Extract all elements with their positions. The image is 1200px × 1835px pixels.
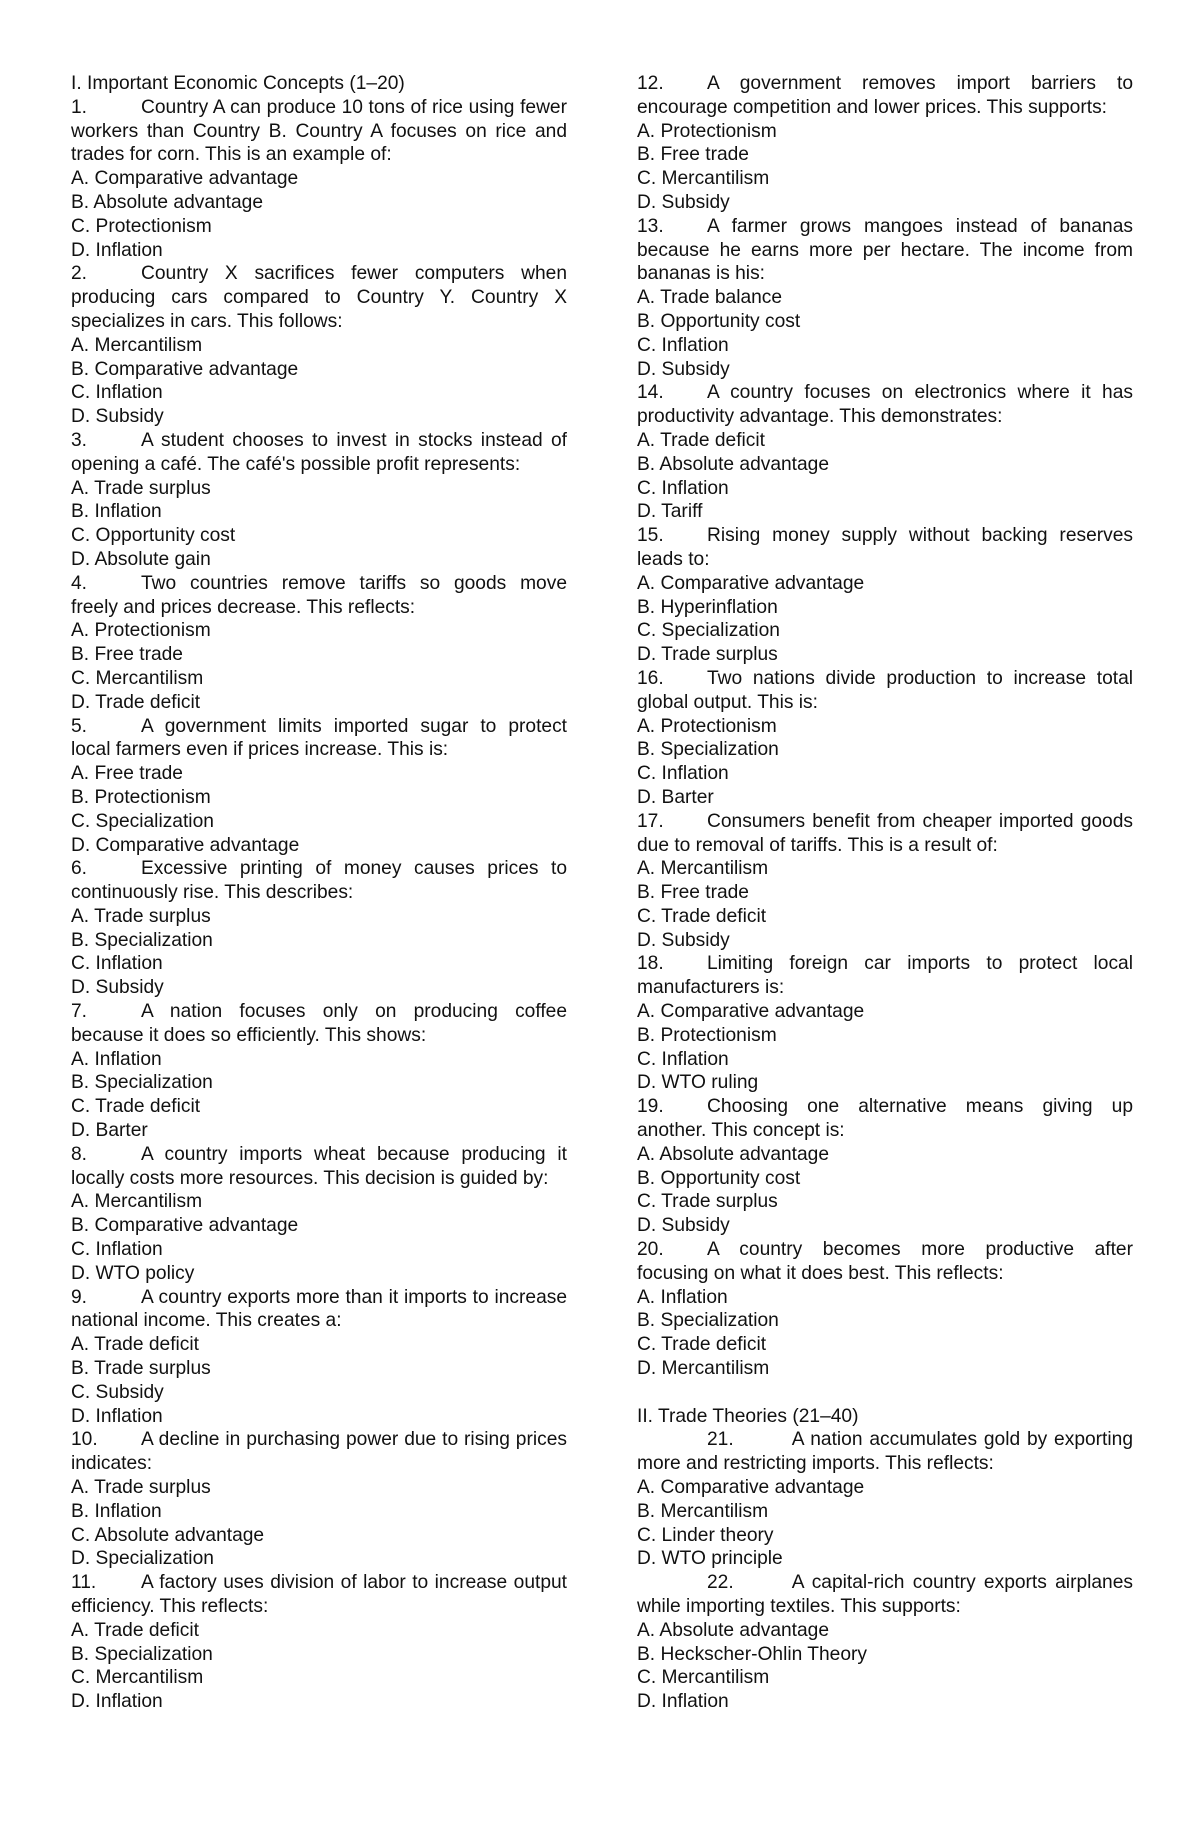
question-stem — [71, 1000, 567, 1048]
answer-option: C. Inflation — [637, 334, 729, 356]
answer-option: C. Inflation — [71, 382, 163, 404]
question-text: A nation focuses only on producing coffee because it does so efficiently. This shows: — [71, 1001, 567, 1046]
answer-option: C. Trade deficit — [637, 905, 767, 927]
answer-option: B. Mercantilism — [637, 1500, 769, 1522]
answer-option: C. Inflation — [71, 1239, 163, 1261]
question-item — [637, 1095, 1133, 1238]
question-item — [637, 1238, 1133, 1381]
question-number: 7. — [71, 1001, 88, 1023]
answer-option: A. Trade surplus — [71, 905, 211, 927]
question-stem — [637, 524, 1133, 572]
question-item — [637, 381, 1133, 524]
answer-option: B. Absolute advantage — [637, 453, 830, 475]
answer-option: A. Comparative advantage — [71, 168, 299, 190]
question-number: 8. — [71, 1143, 88, 1165]
question-stem — [637, 810, 1133, 858]
answer-option: C. Trade deficit — [637, 1334, 767, 1356]
answer-option: B. Specialization — [637, 739, 779, 761]
answer-option: A. Mercantilism — [71, 1191, 203, 1213]
answer-option: B. Opportunity cost — [637, 310, 801, 332]
right-column — [637, 72, 1133, 1714]
answer-option: D. Specialization — [71, 1548, 214, 1570]
answer-option: A. Comparative advantage — [637, 1477, 865, 1499]
answer-option: B. Trade surplus — [71, 1358, 211, 1380]
question-stem — [71, 1428, 567, 1476]
question-text: Rising money supply without backing reserves leads to: — [637, 525, 1133, 570]
answer-option: C. Inflation — [637, 763, 729, 785]
answer-option: A. Trade deficit — [71, 1619, 199, 1641]
answer-option: C. Trade deficit — [71, 1096, 201, 1118]
answer-option: C. Mercantilism — [637, 1667, 770, 1689]
question-text: A government limits imported sugar to protect local farmers even if prices increase. This is: — [71, 715, 567, 761]
question-stem — [637, 1428, 1133, 1476]
answer-option: D. WTO principle — [637, 1548, 783, 1570]
answer-option: D. Subsidy — [637, 191, 730, 213]
question-text: A government removes import barriers to encourage competition and lower prices. This supports: — [637, 73, 1133, 118]
question-text: A capital-rich country exports airplanes while importing textiles. This supports: — [637, 1572, 1133, 1617]
question-stem — [637, 667, 1133, 715]
question-number: 22. — [707, 1572, 734, 1594]
answer-option: C. Mercantilism — [71, 667, 204, 689]
question-number: 14. — [637, 382, 664, 404]
answer-option: C. Absolute advantage — [71, 1524, 265, 1546]
question-item — [71, 857, 567, 1000]
question-text: A country becomes more productive after focusing on what it does best. This reflects: — [637, 1239, 1133, 1284]
question-stem — [637, 1095, 1133, 1143]
answer-option: D. Subsidy — [71, 977, 164, 999]
answer-option: C. Inflation — [71, 953, 163, 975]
question-stem — [637, 381, 1133, 429]
question-number: 16. — [637, 667, 664, 689]
answer-option: A. Trade deficit — [637, 429, 765, 451]
question-item — [71, 1000, 567, 1143]
question-item — [71, 1428, 567, 1571]
answer-option: B. Specialization — [71, 1072, 213, 1094]
question-item — [637, 524, 1133, 667]
answer-option: B. Protectionism — [637, 1024, 777, 1046]
answer-option: A. Free trade — [71, 763, 183, 785]
answer-option: B. Comparative advantage — [71, 1215, 299, 1237]
question-text: A country imports wheat because producing it locally costs more resources. This decision is guided by: — [71, 1143, 567, 1189]
answer-option: A. Protectionism — [637, 715, 777, 737]
question-stem — [637, 1571, 1133, 1619]
question-stem — [71, 715, 567, 763]
answer-option: D. WTO ruling — [637, 1072, 759, 1094]
answer-option: A. Trade deficit — [71, 1334, 199, 1356]
question-text: Two countries remove tariffs so goods move freely and prices decrease. This reflects: — [71, 572, 567, 618]
answer-option: B. Comparative advantage — [71, 358, 299, 380]
answer-option: A. Inflation — [71, 1048, 162, 1070]
question-number: 6. — [71, 858, 88, 880]
answer-option: A. Mercantilism — [637, 858, 769, 880]
question-text: A country focuses on electronics where it has productivity advantage. This demonstrates: — [637, 382, 1133, 428]
answer-option: D. Inflation — [71, 239, 163, 261]
answer-option: D. Subsidy — [71, 406, 164, 428]
question-item — [637, 1571, 1133, 1714]
answer-option: D. Barter — [637, 786, 714, 808]
question-stem — [71, 572, 567, 620]
question-item — [71, 1286, 567, 1429]
question-item — [71, 429, 567, 572]
question-item — [71, 262, 567, 429]
left-column — [71, 72, 567, 1714]
answer-option: A. Inflation — [637, 1286, 728, 1308]
question-stem — [71, 1571, 567, 1619]
answer-option: D. Subsidy — [637, 929, 730, 951]
answer-option: B. Absolute advantage — [71, 191, 264, 213]
answer-option: D. Comparative advantage — [71, 834, 300, 856]
question-stem — [71, 262, 567, 333]
question-stem — [637, 72, 1133, 120]
question-number: 13. — [637, 215, 664, 237]
answer-option: C. Inflation — [637, 1048, 729, 1070]
answer-option: A. Absolute advantage — [637, 1619, 830, 1641]
answer-option: D. Barter — [71, 1120, 148, 1142]
answer-option: B. Free trade — [637, 144, 749, 166]
question-item — [71, 1143, 567, 1286]
answer-option: D. Subsidy — [637, 358, 730, 380]
question-item — [637, 1428, 1133, 1571]
question-number: 3. — [71, 429, 88, 451]
question-stem — [71, 1143, 567, 1191]
question-text: Choosing one alternative means giving up another. This concept is: — [637, 1096, 1133, 1142]
question-text: Consumers benefit from cheaper imported goods due to removal of tariffs. This is a result of: — [637, 810, 1133, 856]
answer-option: C. Mercantilism — [71, 1667, 204, 1689]
answer-option: B. Inflation — [71, 501, 162, 523]
section-spacer — [637, 1381, 1133, 1405]
answer-option: C. Trade surplus — [637, 1191, 778, 1213]
question-stem — [637, 215, 1133, 286]
question-number: 15. — [637, 525, 664, 547]
answer-option: B. Inflation — [71, 1500, 162, 1522]
answer-option: D. Trade surplus — [637, 644, 778, 666]
question-item — [637, 667, 1133, 810]
answer-option: C. Opportunity cost — [71, 525, 236, 547]
answer-option: C. Specialization — [71, 810, 214, 832]
question-stem — [71, 1286, 567, 1334]
answer-option: A. Comparative advantage — [637, 1001, 865, 1023]
answer-option: D. Inflation — [71, 1405, 163, 1427]
question-number: 10. — [71, 1429, 98, 1451]
question-stem — [71, 857, 567, 905]
answer-option: B. Specialization — [71, 929, 213, 951]
answer-option: D. Inflation — [71, 1691, 163, 1713]
question-number: 17. — [637, 810, 664, 832]
question-number: 2. — [71, 263, 88, 285]
question-number: 19. — [637, 1096, 664, 1118]
question-number: 1. — [71, 96, 88, 118]
answer-option: A. Trade surplus — [71, 1477, 211, 1499]
question-item — [71, 96, 567, 263]
question-text: Country X sacrifices fewer computers when producing cars compared to Country Y. Country X specializes in cars. This follows: — [71, 263, 567, 332]
question-text: Two nations divide production to increase total global output. This is: — [637, 667, 1133, 713]
question-text: Excessive printing of money causes prices to continuously rise. This describes: — [71, 858, 567, 904]
answer-option: B. Specialization — [637, 1310, 779, 1332]
question-item — [637, 952, 1133, 1095]
answer-option: A. Trade surplus — [71, 477, 211, 499]
question-number: 21. — [707, 1429, 734, 1451]
answer-option: B. Free trade — [71, 644, 183, 666]
question-item — [637, 810, 1133, 953]
question-number: 4. — [71, 572, 88, 594]
question-item — [71, 572, 567, 715]
question-text: A farmer grows mangoes instead of bananas because he earns more per hectare. The income from bananas is his: — [637, 215, 1133, 285]
question-item — [637, 215, 1133, 382]
question-stem — [637, 952, 1133, 1000]
answer-option: A. Trade balance — [637, 287, 783, 309]
answer-option: C. Mercantilism — [637, 168, 770, 190]
answer-option: B. Protectionism — [71, 786, 211, 808]
answer-option: C. Subsidy — [71, 1381, 164, 1403]
question-number: 9. — [71, 1286, 88, 1308]
answer-option: D. Mercantilism — [637, 1358, 770, 1380]
answer-option: D. Subsidy — [637, 1215, 730, 1237]
answer-option: D. WTO policy — [71, 1262, 195, 1284]
question-text: Limiting foreign car imports to protect local manufacturers is: — [637, 953, 1133, 999]
answer-option: B. Heckscher-Ohlin Theory — [637, 1643, 867, 1665]
answer-option: C. Linder theory — [637, 1524, 774, 1546]
question-number: 5. — [71, 715, 88, 737]
question-stem — [637, 1238, 1133, 1286]
answer-option: C. Specialization — [637, 620, 780, 642]
section-1-heading: I. Important Economic Concepts (1–20) — [71, 73, 405, 94]
question-number: 11. — [71, 1572, 97, 1594]
question-text: A nation accumulates gold by exporting more and restricting imports. This reflects: — [637, 1429, 1133, 1475]
question-number: 18. — [637, 953, 664, 975]
answer-option: A. Protectionism — [71, 620, 211, 642]
question-item — [71, 715, 567, 858]
answer-option: B. Free trade — [637, 882, 749, 904]
question-text: A factory uses division of labor to increase output efficiency. This reflects: — [71, 1572, 567, 1617]
section-2-heading: II. Trade Theories (21–40) — [637, 1405, 859, 1427]
answer-option: A. Protectionism — [637, 120, 777, 142]
question-number: 20. — [637, 1239, 664, 1261]
question-item — [71, 1571, 567, 1714]
answer-option: B. Hyperinflation — [637, 596, 778, 618]
answer-option: D. Trade deficit — [71, 691, 201, 713]
question-stem — [71, 429, 567, 477]
answer-option: B. Specialization — [71, 1643, 213, 1665]
answer-option: B. Opportunity cost — [637, 1167, 801, 1189]
answer-option: D. Tariff — [637, 501, 703, 523]
question-text: A student chooses to invest in stocks instead of opening a café. The café's possible profit represents: — [71, 429, 567, 475]
question-text: Country A can produce 10 tons of rice using fewer workers than Country B. Country A focuses on rice and trades for corn. This is an example of: — [71, 96, 567, 166]
question-number: 12. — [637, 73, 664, 94]
question-item — [637, 72, 1133, 215]
answer-option: D. Absolute gain — [71, 548, 211, 570]
question-text: A decline in purchasing power due to rising prices indicates: — [71, 1429, 567, 1475]
question-stem — [71, 96, 567, 167]
question-text: A country exports more than it imports to increase national income. This creates a: — [71, 1286, 567, 1332]
answer-option: C. Protectionism — [71, 215, 212, 237]
answer-option: C. Inflation — [637, 477, 729, 499]
answer-option: D. Inflation — [637, 1691, 729, 1713]
answer-option: A. Comparative advantage — [637, 572, 865, 594]
answer-option: A. Absolute advantage — [637, 1143, 830, 1165]
answer-option: A. Mercantilism — [71, 334, 203, 356]
